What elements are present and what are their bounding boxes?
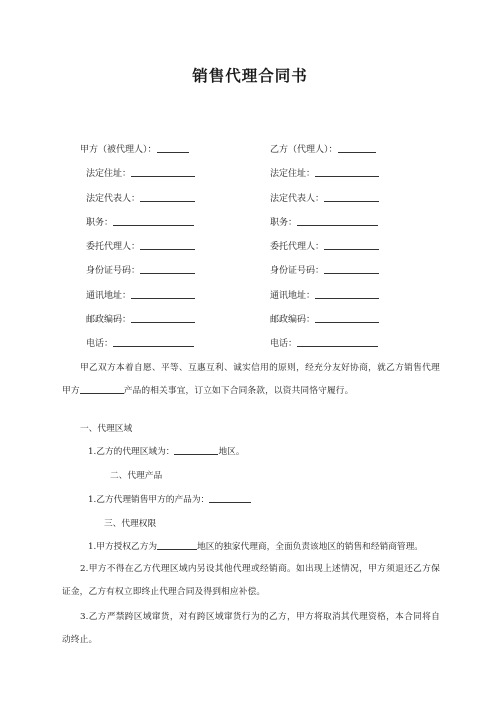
document-title: 销售代理合同书: [192, 67, 308, 85]
party-b-field-label: 电话：: [270, 339, 298, 350]
party-a-field-label: 通讯地址：: [86, 290, 132, 301]
party-b-field-label: 法定住址：: [270, 169, 316, 180]
party-b-field-blank: [297, 215, 378, 226]
party-a-name-blank: [157, 142, 189, 153]
party-b-heading: 乙方（代理人）：: [270, 145, 338, 155]
section1-clause1-text: 1.乙方的代理区域为：: [88, 447, 175, 457]
party-b-field-blank: [297, 336, 378, 347]
party-b-field-blank: [315, 166, 379, 177]
party-a-field-row: [80, 259, 195, 283]
party-b-name-blank: [338, 142, 376, 153]
section2-clause1-text: 1.乙方代理销售甲方的产品为：: [88, 495, 210, 505]
section3-clause2: 2.甲方不得在乙方代理区域内另设其他代理或经销商。如出现上述情况，甲方须退还乙方保证金，乙方有权立即终止代理合同及得到相应补偿。: [62, 564, 440, 597]
product-blank: [209, 493, 251, 503]
party-a-heading-row: [80, 138, 195, 162]
party-a-field-label: 职务：: [86, 217, 114, 228]
party-a-field-row: [80, 235, 195, 259]
product-name-blank: [80, 384, 124, 394]
intro-text-part2: 产品的相关事宜，订立如下合同条款，以资共同恪守履行。: [123, 385, 354, 396]
region-blank: [174, 445, 218, 455]
party-a-field-row: [80, 332, 195, 356]
party-b-field-row: [270, 162, 379, 186]
section1-clause1: [88, 445, 245, 457]
party-b-field-row: [270, 308, 379, 332]
section3-clause3: 3.乙方严禁跨区域窜货，对有跨区域窜货行为的乙方，甲方将取消其代理资格，本合同将自动终止。: [62, 612, 440, 645]
party-a-field-row: [80, 162, 195, 186]
party-a-field-blank: [140, 239, 195, 250]
party-b-field-label: 通讯地址：: [270, 290, 316, 301]
section3-heading: 三、代理权限: [104, 519, 157, 529]
party-a-field-label: 委托代理人：: [86, 242, 141, 253]
party-a-field-row: [80, 308, 195, 332]
section1-clause1-suffix: 地区。: [218, 447, 245, 457]
party-b-field-label: 职务：: [270, 217, 298, 228]
party-b-field-blank: [315, 312, 379, 323]
party-a-field-label: 身份证号码：: [86, 266, 141, 277]
party-b-field-row: [270, 332, 379, 356]
intro-paragraph: [62, 357, 440, 402]
party-b-field-row: [270, 187, 379, 211]
party-a-field-blank: [131, 312, 195, 323]
party-b-field-row: [270, 259, 379, 283]
party-b-field-label: 身份证号码：: [270, 266, 325, 277]
party-b-heading-row: [270, 138, 379, 162]
party-a-field-label: 邮政编码：: [86, 315, 132, 326]
party-a-heading: 甲方（被代理人）：: [80, 145, 157, 155]
section3-clause1: [88, 540, 423, 552]
party-a-field-row: [80, 284, 195, 308]
party-b-field-blank: [324, 191, 379, 202]
section2-clause1: [88, 493, 251, 505]
section1-heading: 一、代理区域: [80, 424, 133, 434]
party-a-field-label: 电话：: [86, 339, 114, 350]
party-b-field-row: [270, 211, 379, 235]
party-a-field-blank: [131, 166, 195, 177]
party-a-field-label: 法定代表人：: [86, 193, 141, 204]
party-b-field-row: [270, 235, 379, 259]
party-b-field-label: 法定代表人：: [270, 193, 325, 204]
party-b-field-blank: [324, 263, 379, 274]
exclusive-region-blank: [157, 540, 197, 550]
party-a-field-row: [80, 187, 195, 211]
party-a-field-blank: [140, 191, 195, 202]
party-a-field-blank: [113, 336, 194, 347]
party-a-field-blank: [131, 288, 195, 299]
section2-heading: 二、代理产品: [110, 471, 163, 481]
party-a-field-row: [80, 211, 195, 235]
section3-clause1-suffix: 地区的独家代理商，全面负责该地区的销售和经销商管理。: [197, 542, 423, 552]
party-a-field-label: 法定住址：: [86, 169, 132, 180]
section3-clause1-text: 1.甲方授权乙方为: [88, 542, 158, 552]
party-b-block: [270, 138, 379, 357]
party-b-field-blank: [324, 239, 379, 250]
party-b-field-label: 委托代理人：: [270, 242, 325, 253]
party-a-field-blank: [140, 263, 195, 274]
intro-text-part1: 甲乙双方本着自愿、平等、互惠互利、诚实信用的原则，经充分友好协商，就乙方销售代理甲方: [62, 363, 440, 396]
party-b-field-blank: [315, 288, 379, 299]
party-a-field-blank: [113, 215, 194, 226]
party-a-block: [80, 138, 195, 357]
party-b-field-row: [270, 284, 379, 308]
party-b-field-label: 邮政编码：: [270, 315, 316, 326]
